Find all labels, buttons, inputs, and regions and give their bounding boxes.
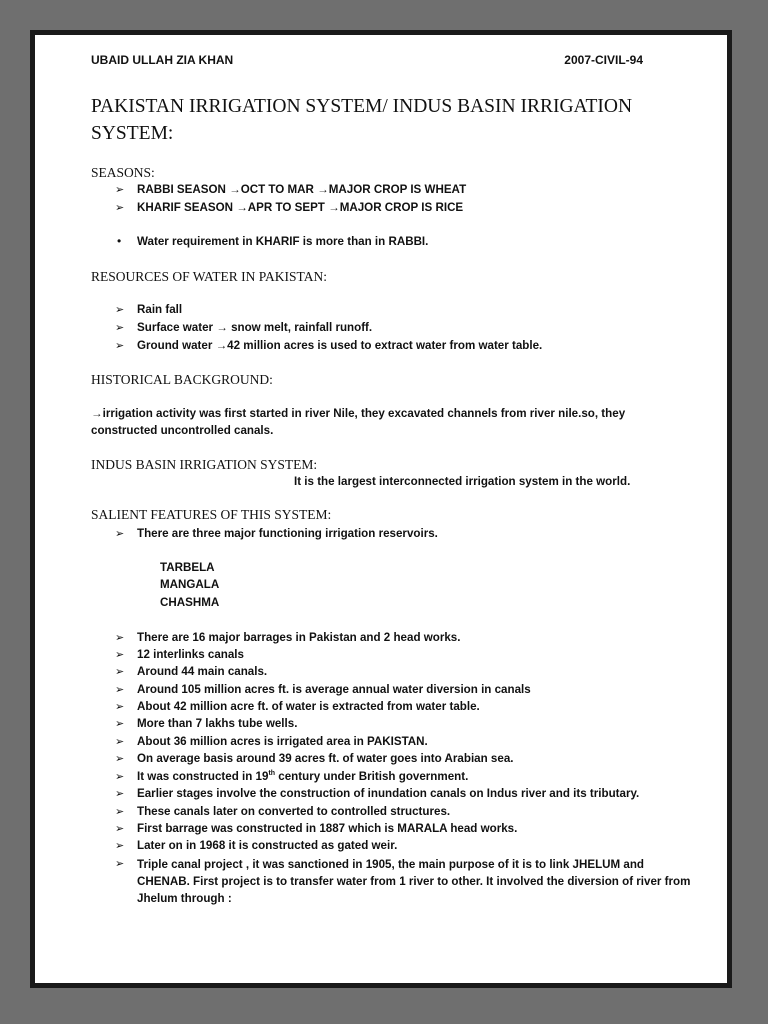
history-heading: HISTORICAL BACKGROUND:	[91, 372, 273, 387]
season-item: KHARIF SEASON →APR TO SEPT →MAJOR CROP IS RICE	[137, 201, 464, 214]
page-title: PAKISTAN IRRIGATION SYSTEM/ INDUS BASIN IRRIGATION SYSTEM:	[91, 96, 633, 144]
arrow-bullet-icon: ➢	[115, 718, 125, 730]
roll-number: 2007-CIVIL-94	[564, 53, 643, 67]
season-note: Water requirement in KHARIF is more than in RABBI.	[137, 235, 429, 248]
arrow-bullet-icon: ➢	[115, 788, 125, 800]
feature-item: There are 16 major barrages in Pakistan and 2 head works.	[137, 631, 461, 644]
salient-heading: SALIENT FEATURES OF THIS SYSTEM:	[91, 507, 332, 522]
salient-intro: There are three major functioning irrigation reservoirs.	[137, 527, 438, 540]
arrow-bullet-icon: ➢	[115, 684, 125, 696]
resource-item: Rain fall	[137, 303, 183, 316]
arrow-bullet-icon: ➢	[115, 701, 125, 713]
ibis-heading: INDUS BASIN IRRIGATION SYSTEM:	[91, 457, 318, 472]
reservoir-item: MANGALA	[160, 578, 220, 591]
feature-item: These canals later on converted to controlled structures.	[137, 805, 451, 818]
feature-item: Later on in 1968 it is constructed as gated weir.	[137, 839, 398, 852]
seasons-heading: SEASONS:	[91, 165, 155, 180]
ibis-text: It is the largest interconnected irrigation system in the world.	[294, 475, 631, 488]
century-text-post: century under British government.	[275, 770, 469, 783]
arrow-bullet-icon: ➢	[115, 632, 125, 644]
feature-item: On average basis around 39 acres ft. of water goes into Arabian sea.	[137, 752, 514, 765]
feature-item: Around 44 main canals.	[137, 665, 268, 678]
arrow-bullet-icon: ➢	[115, 771, 125, 783]
century-superscript: th	[268, 770, 276, 778]
arrow-bullet-icon: ➢	[115, 528, 125, 540]
feature-item: First barrage was constructed in 1887 which is MARALA head works.	[137, 822, 518, 835]
arrow-bullet-icon: ➢	[115, 666, 125, 678]
arrow-bullet-icon: ➢	[115, 649, 125, 661]
feature-item: About 36 million acres is irrigated area in PAKISTAN.	[137, 735, 428, 748]
feature-item: Earlier stages involve the construction of inundation canals on Indus river and its tributary.	[137, 787, 640, 800]
arrow-bullet-icon: ➢	[115, 322, 125, 334]
arrow-bullet-icon: ➢	[115, 840, 125, 852]
round-bullet-icon: •	[117, 234, 122, 248]
feature-item-century	[137, 770, 468, 783]
arrow-bullet-icon: ➢	[115, 858, 125, 870]
arrow-bullet-icon: ➢	[115, 753, 125, 765]
season-item: RABBI SEASON →OCT TO MAR →MAJOR CROP IS WHEAT	[137, 183, 467, 196]
arrow-bullet-icon: ➢	[115, 340, 125, 352]
feature-item: 12 interlinks canals	[137, 648, 244, 661]
arrow-bullet-icon: ➢	[115, 736, 125, 748]
feature-item-last: Triple canal project , it was sanctioned in 1905, the main purpose of it is to link JHELUM and CHENAB. First project is to transfer water from 1 river to other. It involved the diversion of river from Jhelum through :	[137, 858, 691, 905]
reservoir-item: TARBELA	[160, 561, 215, 574]
feature-item: More than 7 lakhs tube wells.	[137, 717, 298, 730]
reservoir-item: CHASHMA	[160, 596, 220, 609]
author-name: UBAID ULLAH ZIA KHAN	[91, 53, 234, 67]
resources-heading: RESOURCES OF WATER IN PAKISTAN:	[91, 269, 327, 284]
history-text: →irrigation activity was first started in river Nile, they excavated channels from river nile.so, they constructed uncontrolled canals.	[91, 407, 626, 437]
arrow-bullet-icon: ➢	[115, 823, 125, 835]
resource-item: Ground water →42 million acres is used to extract water from water table.	[137, 339, 543, 352]
feature-item: About 42 million acre ft. of water is extracted from water table.	[137, 700, 480, 713]
arrow-bullet-icon: ➢	[115, 806, 125, 818]
century-text-pre: It was constructed in 19	[137, 770, 269, 783]
arrow-bullet-icon: ➢	[115, 304, 125, 316]
arrow-bullet-icon: ➢	[115, 202, 125, 214]
arrow-bullet-icon: ➢	[115, 184, 125, 196]
resource-item: Surface water → snow melt, rainfall runoff.	[137, 321, 373, 334]
document-page	[30, 30, 732, 988]
feature-item: Around 105 million acres ft. is average annual water diversion in canals	[137, 683, 531, 696]
